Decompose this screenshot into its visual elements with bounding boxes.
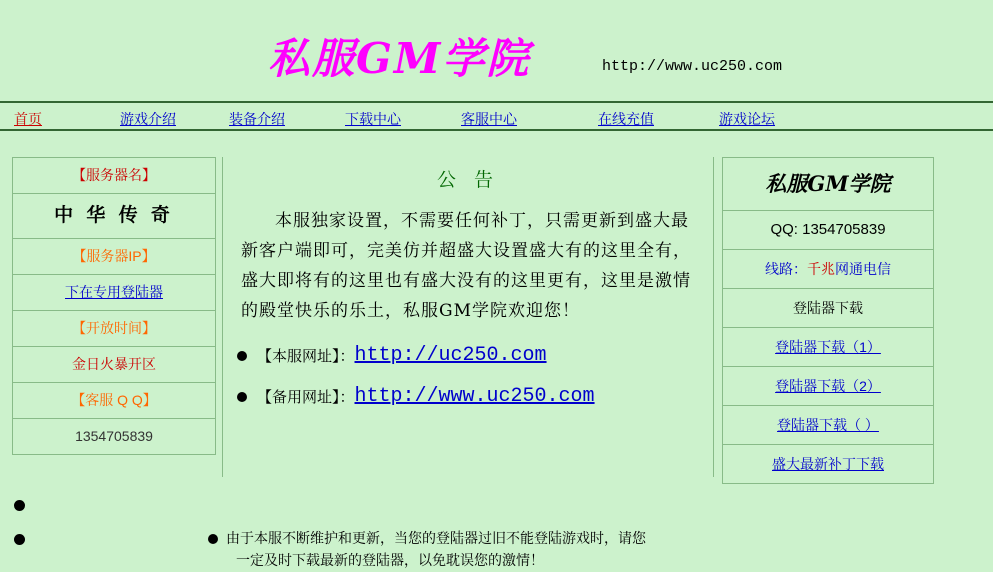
backup-url-label: 【备用网址】： [257,389,355,406]
nav-item-online-recharge[interactable]: 在线充值 [598,111,654,127]
sidebar-open-time-label: 【开放时间】 [12,310,216,347]
site-url-label: 【本服网址】： [257,348,355,365]
download-link-2[interactable]: 登陆器下载（2） [775,378,881,394]
nav-item-download-center[interactable]: 下载中心 [345,111,401,127]
bullet-icon [208,534,218,544]
notice-panel [222,157,714,477]
sidebar-server-name: 中 华 传 奇 [12,193,216,239]
right-panel-download-row-3[interactable] [722,406,934,445]
nav-item-forum[interactable]: 游戏论坛 [719,111,775,127]
right-panel [722,157,934,484]
sidebar-downloader-link-row[interactable] [12,274,216,311]
right-panel-download-row-1[interactable] [722,328,934,367]
sidebar-qq-label: 【客服 Q Q】 [12,382,216,419]
route-option-unicom[interactable]: 网通 [835,261,863,277]
route-option-telecom[interactable]: 电信 [863,261,891,277]
bullet-icon [237,351,247,361]
main-navigation [0,101,993,131]
footer-note [208,527,768,571]
site-url-text: http://www.uc250.com [602,58,783,75]
notice-body: 本服独家设置，不需要任何补丁，只需更新到盛大最新客户端即可，完美仿并超盛大设置盛大有的这里全有，盛大即将有的这里也有盛大没有的这里更有，这里是激情的殿堂快乐的乐土，私服GM学院欢迎您！ [241,211,691,321]
nav-item-home[interactable]: 首页 [14,111,42,127]
download-link-patch[interactable]: 盛大最新补丁下载 [772,456,884,472]
backup-url-row [237,385,713,408]
download-link-3[interactable]: 登陆器下载（ ） [777,417,879,433]
notice-title: 公 告 [436,169,500,191]
sidebar-downloader-link[interactable]: 下在专用登陆器 [65,284,163,300]
right-panel-logo: 私服GM学院 [722,157,934,211]
nav-item-equipment-intro[interactable]: 装备介绍 [229,111,285,127]
footer-note-line1: 由于本服不断维护和更新，当您的登陆器过旧不能登陆游戏时，请您 [226,530,646,546]
bullet-icon [237,392,247,402]
site-url-row [237,344,713,367]
right-panel-downloader-title: 登陆器下载 [722,289,934,328]
site-url-link[interactable]: http://uc250.com [354,344,547,367]
footer-note-line2: 一定及时下载最新的登陆器，以免耽误您的激情！ [236,552,544,568]
site-header [0,0,993,96]
bullet-icon [14,500,25,511]
right-panel-route [722,250,934,289]
bottom-bullet-list [14,500,25,568]
download-link-1[interactable]: 登陆器下载（1） [775,339,881,355]
sidebar-open-time-value: 金日火暴开区 [12,346,216,383]
route-option-gigabit[interactable]: 千兆 [807,261,835,277]
sidebar [12,157,216,454]
nav-item-game-intro[interactable]: 游戏介绍 [120,111,176,127]
right-panel-download-row-2[interactable] [722,367,934,406]
right-panel-qq: QQ: 1354705839 [722,211,934,250]
sidebar-server-ip-label: 【服务器IP】 [12,238,216,275]
right-panel-download-row-4[interactable] [722,445,934,484]
bullet-icon [14,534,25,545]
site-logo: 私服GM学院 [268,34,531,83]
nav-item-service-center[interactable]: 客服中心 [461,111,517,127]
sidebar-qq-value: 1354705839 [12,418,216,455]
route-label: 线路： [765,261,807,277]
backup-url-link[interactable]: http://www.uc250.com [354,385,595,408]
sidebar-server-name-label: 【服务器名】 [12,157,216,194]
